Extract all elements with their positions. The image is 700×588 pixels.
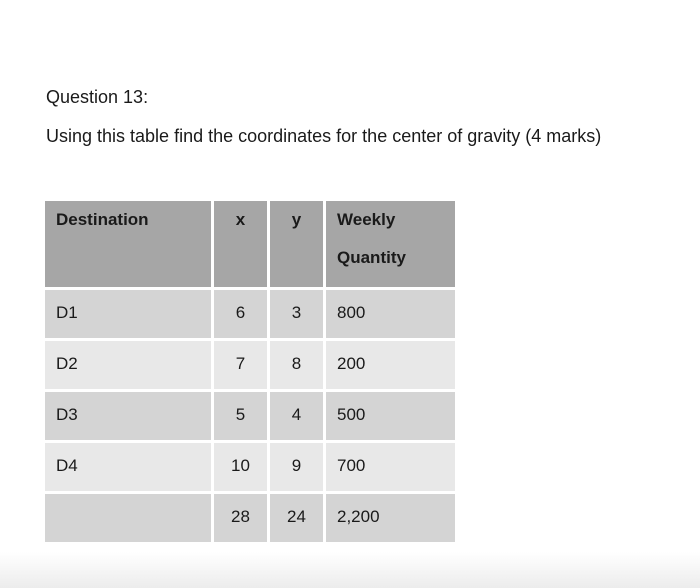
question-title: Question 13: (46, 87, 149, 107)
table-row (45, 341, 455, 389)
cell-y: 4 (270, 392, 323, 440)
header-destination: Destination (45, 201, 211, 287)
question-prompt: Using this table find the coordinates for the center of gravity (4 marks) (46, 126, 602, 146)
total-y: 24 (270, 494, 323, 542)
table-header-row (45, 201, 455, 287)
total-quantity: 2,200 (326, 494, 455, 542)
cell-quantity: 800 (326, 290, 455, 338)
cell-y: 9 (270, 443, 323, 491)
table-row (45, 290, 455, 338)
cell-x: 10 (214, 443, 267, 491)
cell-y: 8 (270, 341, 323, 389)
header-quantity-line2: Quantity (337, 248, 406, 267)
cell-destination: D4 (45, 443, 211, 491)
cell-x: 6 (214, 290, 267, 338)
cell-destination: D3 (45, 392, 211, 440)
table-totals-row (45, 494, 455, 542)
header-y: y (270, 201, 323, 287)
cell-x: 7 (214, 341, 267, 389)
cell-x: 5 (214, 392, 267, 440)
center-of-gravity-table (42, 198, 458, 545)
cell-quantity: 500 (326, 392, 455, 440)
table-row (45, 392, 455, 440)
cell-destination: D2 (45, 341, 211, 389)
cell-quantity: 200 (326, 341, 455, 389)
table-row (45, 443, 455, 491)
header-weekly-quantity (326, 201, 455, 287)
total-x: 28 (214, 494, 267, 542)
page-bottom-shadow (0, 552, 700, 588)
cell-quantity: 700 (326, 443, 455, 491)
cell-destination: D1 (45, 290, 211, 338)
header-x: x (214, 201, 267, 287)
cell-y: 3 (270, 290, 323, 338)
total-destination (45, 494, 211, 542)
header-quantity-line1: Weekly (337, 210, 396, 229)
